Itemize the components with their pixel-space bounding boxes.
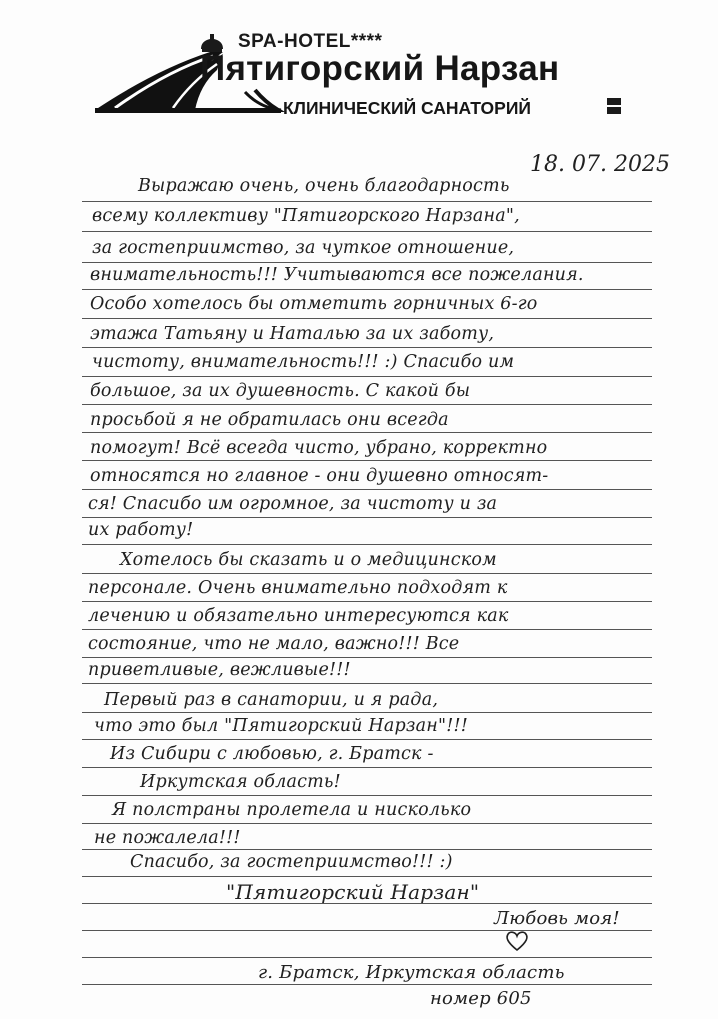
hotel-brand-name: Пятигорский Нарзан — [200, 49, 560, 88]
ruled-line — [82, 601, 652, 602]
ruled-line — [82, 795, 652, 796]
ruled-line — [82, 876, 652, 877]
body-line: этажа Татьяну и Наталью за их заботу, — [90, 324, 495, 344]
body-line: за гостеприимство, за чуткое отношение, — [92, 238, 515, 258]
body-line: персонале. Очень внимательно подходят к — [88, 578, 508, 598]
ruled-line — [82, 629, 652, 630]
ruled-line — [82, 289, 652, 290]
closing-love: Любовь моя! — [494, 908, 620, 929]
spa-hotel-label: SPA-HOTEL**** — [238, 31, 383, 52]
ruled-line — [82, 544, 652, 545]
ruled-line — [82, 657, 652, 658]
body-line: Первый раз в санатории, и я рада, — [104, 690, 439, 710]
body-line: Особо хотелось бы отметить горничных 6-го — [90, 294, 538, 314]
body-line: просьбой я не обратилась они всегда — [90, 410, 449, 430]
closing-quote: "Пятигорский Нарзан" — [226, 880, 480, 904]
ruled-line — [82, 404, 652, 405]
ruled-line — [82, 517, 652, 518]
subtitle-flag-icon — [607, 98, 621, 114]
ruled-line — [82, 262, 652, 263]
ruled-line — [82, 683, 652, 684]
ruled-line — [82, 489, 652, 490]
ruled-line — [82, 957, 652, 958]
body-line: что это был "Пятигорский Нарзан"!!! — [94, 716, 468, 736]
body-line: Спасибо, за гостеприимство!!! :) — [130, 852, 453, 872]
body-line: относятся но главное - они душевно относят- — [90, 466, 549, 486]
heart-icon — [504, 930, 530, 952]
ruled-line — [82, 930, 652, 931]
ruled-line — [82, 849, 652, 850]
letter-date: 18. 07. 2025 — [530, 152, 670, 177]
closing-room: номер 605 — [430, 988, 532, 1009]
body-line: чистоту, внимательность!!! :) Спасибо им — [92, 352, 515, 372]
ruled-line — [82, 201, 652, 202]
ruled-line — [82, 712, 652, 713]
ruled-line — [82, 823, 652, 824]
body-line: ся! Спасибо им огромное, за чистоту и за — [88, 494, 498, 514]
body-line: приветливые, вежливые!!! — [88, 660, 351, 680]
body-line: не пожалела!!! — [94, 828, 241, 848]
body-line: Хотелось бы сказать и о медицинском — [120, 550, 497, 570]
body-line: Из Сибири с любовью, г. Братск - — [110, 744, 434, 764]
body-line: Иркутская область! — [140, 772, 341, 792]
body-line: Выражаю очень, очень благодарность — [138, 176, 510, 196]
ruled-line — [82, 984, 652, 985]
ruled-line — [82, 432, 652, 433]
ruled-line — [82, 318, 652, 319]
closing-city: г. Братск, Иркутская область — [258, 962, 565, 983]
ruled-line — [82, 739, 652, 740]
body-line: помогут! Всё всегда чисто, убрано, корректно — [90, 438, 548, 458]
body-line: всему коллективу "Пятигорского Нарзана", — [92, 206, 520, 226]
body-line: состояние, что не мало, важно!!! Все — [88, 634, 460, 654]
body-line: большое, за их душевность. С какой бы — [90, 381, 471, 401]
body-line: Я полстраны пролетела и нисколько — [112, 800, 472, 820]
body-line: лечению и обязательно интересуются как — [88, 606, 509, 626]
ruled-line — [82, 767, 652, 768]
body-line: внимательность!!! Учитываются все пожелания. — [90, 265, 584, 285]
hotel-subtitle: КЛИНИЧЕСКИЙ САНАТОРИЙ — [283, 98, 531, 118]
ruled-line — [82, 376, 652, 377]
ruled-line — [82, 460, 652, 461]
body-line: их работу! — [88, 520, 194, 540]
ruled-line — [82, 347, 652, 348]
ruled-line — [82, 231, 652, 232]
ruled-line — [82, 573, 652, 574]
